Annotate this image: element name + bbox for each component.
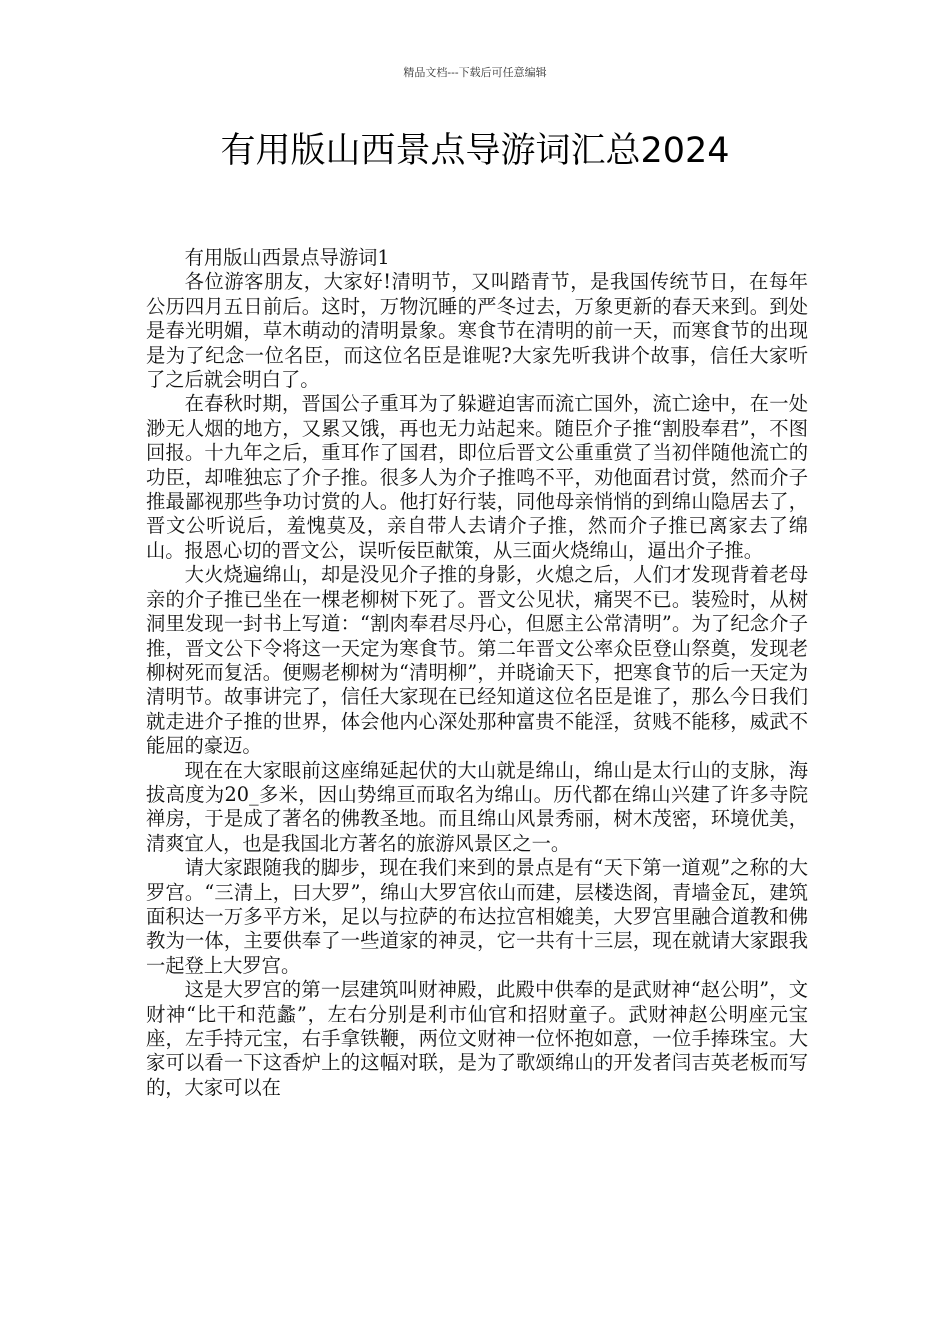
paragraph: 在春秋时期，晋国公子重耳为了躲避迫害而流亡国外，流亡途中，在一处渺无人烟的地方，又累又饿，再也无力站起来。随臣介子推“割股奉君”，不图回报。十九年之后，重耳作了国君，即位后晋文公重重赏了当初伴随他流亡的功臣，却唯独忘了介子推。很多人为介子推鸣不平，劝他面君讨赏，然而介子推最鄙视那些争功讨赏的人。他打好行装，同他母亲悄悄的到绵山隐居去了，晋文公听说后，羞愧莫及，亲自带人去请介子推，然而介子推已离家去了绵山。报恩心切的晋文公，误听佞臣献策，从三面火烧绵山，逼出介子推。 — [146, 392, 808, 562]
paragraph: 现在在大家眼前这座绵延起伏的大山就是绵山，绵山是太行山的支脉，海拔高度为20_多米，因山势绵亘而取名为绵山。历代都在绵山兴建了许多寺院禅房，于是成了著名的佛教圣地。而且绵山风景秀丽，树木茂密，环境优美，清爽宜人，也是我国北方著名的旅游风景区之一。 — [146, 758, 808, 855]
paragraph: 各位游客朋友，大家好!清明节，又叫踏青节，是我国传统节日，在每年公历四月五日前后。这时，万物沉睡的严冬过去，万象更新的春天来到。到处是春光明媚，草木萌动的清明景象。寒食节在清明的前一天，而寒食节的出现是为了纪念一位名臣，而这位名臣是谁呢?大家先听我讲个故事，信任大家听了之后就会明白了。 — [146, 270, 808, 392]
document-title: 有用版山西景点导游词汇总2024 — [220, 131, 730, 171]
paragraph: 请大家跟随我的脚步，现在我们来到的景点是有“天下第一道观”之称的大罗宫。“三清上，曰大罗”，绵山大罗宫依山而建，层楼迭阁，青墙金瓦，建筑面积达一万多平方米，足以与拉萨的布达拉宫相媲美，大罗宫里融合道教和佛教为一体，主要供奉了一些道家的神灵，它一共有十三层，现在就请大家跟我一起登上大罗宫。 — [146, 856, 808, 977]
paragraph: 这是大罗宫的第一层建筑叫财神殿，此殿中供奉的是武财神“赵公明”，文财神“比干和范蠡”，左右分别是利市仙官和招财童子。武财神赵公明座元宝座，左手持元宝，右手拿铁鞭，两位文财神一位怀抱如意，一位手捧珠宝。大家可以看一下这香炉上的这幅对联，是为了歌颂绵山的开发者闫吉英老板而写的，大家可以在 — [146, 978, 808, 1099]
paragraph: 大火烧遍绵山，却是没见介子推的身影，火熄之后，人们才发现背着老母亲的介子推已坐在一棵老柳树下死了。晋文公见状，痛哭不已。装殓时，从树洞里发现一封书上写道：“割肉奉君尽丹心，但愿主公常清明”。为了纪念介子推，晋文公下令将这一天定为寒食节。第二年晋文公率众臣登山祭奠，发现老柳树死而复活。便赐老柳树为“清明柳”，并晓谕天下，把寒食节的后一天定为清明节。故事讲完了，信任大家现在已经知道这位名臣是谁了，那么今日我们就走进介子推的世界，体会他内心深处那种富贵不能淫，贫贱不能移，威武不能屈的豪迈。 — [146, 563, 808, 758]
document-body — [146, 246, 808, 1100]
page-header: 精品文档---下载后可任意编辑 — [403, 66, 547, 79]
section-title: 有用版山西景点导游词1 — [184, 246, 390, 269]
